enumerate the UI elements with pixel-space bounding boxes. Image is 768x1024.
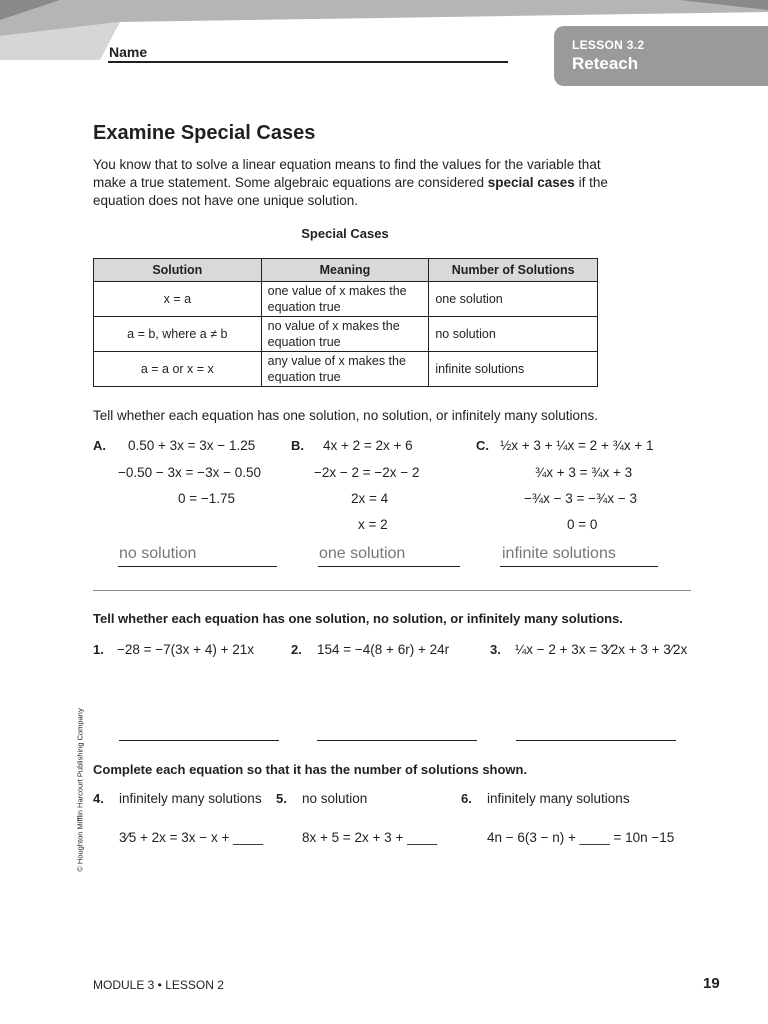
table-row [94,352,598,387]
problem-5-label: 5. [276,791,287,806]
name-input-line[interactable] [108,61,508,63]
example-c-step: −¾x − 3 = −¾x − 3 [524,491,637,506]
problem-1-label: 1. [93,642,104,657]
example-c-step: ½x + 3 + ¼x = 2 + ¾x + 1 [500,438,654,453]
example-a-label: A. [93,438,106,453]
examples-instruction: Tell whether each equation has one solution, no solution, or infinitely many solutions. [93,408,599,423]
cell-solution: a = a or x = x [94,352,262,387]
intro-bold-term: special cases [487,175,575,190]
problem-5-target: no solution [302,791,368,806]
cell-meaning: one value of x makes the equation true [261,282,429,317]
cell-meaning: no value of x makes the equation true [261,317,429,352]
table-title: Special Cases [301,226,389,241]
answer-line [500,566,658,567]
problem-1-equation: −28 = −7(3x + 4) + 21x [117,642,254,657]
problem-2-equation: 154 = −4(8 + 6r) + 24r [317,642,450,657]
example-b-step: 2x = 4 [351,491,389,506]
example-b-step: 4x + 2 = 2x + 6 [323,438,413,453]
special-cases-table [93,258,598,387]
intro-paragraph [93,156,613,210]
complete-instruction: Complete each equation so that it has the number of solutions shown. [93,762,528,777]
problem-4-equation: 3⁄5 + 2x = 3x − x + ____ [119,830,264,845]
example-b-step: x = 2 [358,517,388,532]
example-c-step: ¾x + 3 = ¾x + 3 [535,465,633,480]
intro-text-start: You know that to solve a linear equation means to find the values for the variable that make a true statement. Some algebraic equations are considered [93,157,601,190]
page-title: Examine Special Cases [93,122,316,144]
example-c-answer: infinite solutions [502,545,616,562]
cell-count: no solution [429,317,598,352]
intro-text-end: if the equation does not have one unique solution. [93,175,608,208]
header-meaning: Meaning [261,259,429,282]
cell-solution: x = a [94,282,262,317]
problem-3-answer-line[interactable] [516,740,676,741]
problem-6-equation: 4n − 6(3 − n) + ____ = 10n −15 [487,830,675,845]
example-b-step: −2x − 2 = −2x − 2 [314,465,420,480]
problem-3-equation: ¼x − 2 + 3x = 3⁄2x + 3 + 3⁄2x [515,642,688,657]
name-label: Name [109,44,148,60]
footer-module: MODULE 3 • LESSON 2 [93,978,224,992]
example-a-step: −0.50 − 3x = −3x − 0.50 [118,465,261,480]
page-number: 19 [703,975,720,992]
practice-instruction: Tell whether each equation has one solution, no solution, or infinitely many solutions. [93,611,623,626]
example-c-label: C. [476,438,489,453]
cell-meaning: any value of x makes the equation true [261,352,429,387]
example-a-answer: no solution [119,545,197,562]
problem-5-equation: 8x + 5 = 2x + 3 + ____ [302,830,438,845]
section-label: Reteach [572,54,639,73]
cell-solution: a = b, where a ≠ b [94,317,262,352]
problem-1-answer-line[interactable] [119,740,279,741]
answer-line [318,566,460,567]
section-divider [93,590,691,591]
answer-line [118,566,277,567]
problem-2-label: 2. [291,642,302,657]
example-b-label: B. [291,438,304,453]
header-number-of-solutions: Number of Solutions [429,259,598,282]
header-solution: Solution [94,259,262,282]
cell-count: one solution [429,282,598,317]
example-a-step: 0.50 + 3x = 3x − 1.25 [128,438,256,453]
problem-4-target: infinitely many solutions [119,791,262,806]
lesson-badge [554,26,768,86]
table-header-row [94,259,598,282]
copyright-notice: © Houghton Mifflin Harcourt Publishing Company [75,708,85,872]
example-b-answer: one solution [319,545,406,562]
table-row [94,317,598,352]
problem-6-target: infinitely many solutions [487,791,630,806]
example-a-step: 0 = −1.75 [178,491,236,506]
problem-2-answer-line[interactable] [317,740,477,741]
example-c-step: 0 = 0 [567,517,598,532]
problem-6-label: 6. [461,791,472,806]
problem-4-label: 4. [93,791,104,806]
table-row [94,282,598,317]
lesson-number: LESSON 3.2 [572,38,645,52]
cell-count: infinite solutions [429,352,598,387]
problem-3-label: 3. [490,642,501,657]
